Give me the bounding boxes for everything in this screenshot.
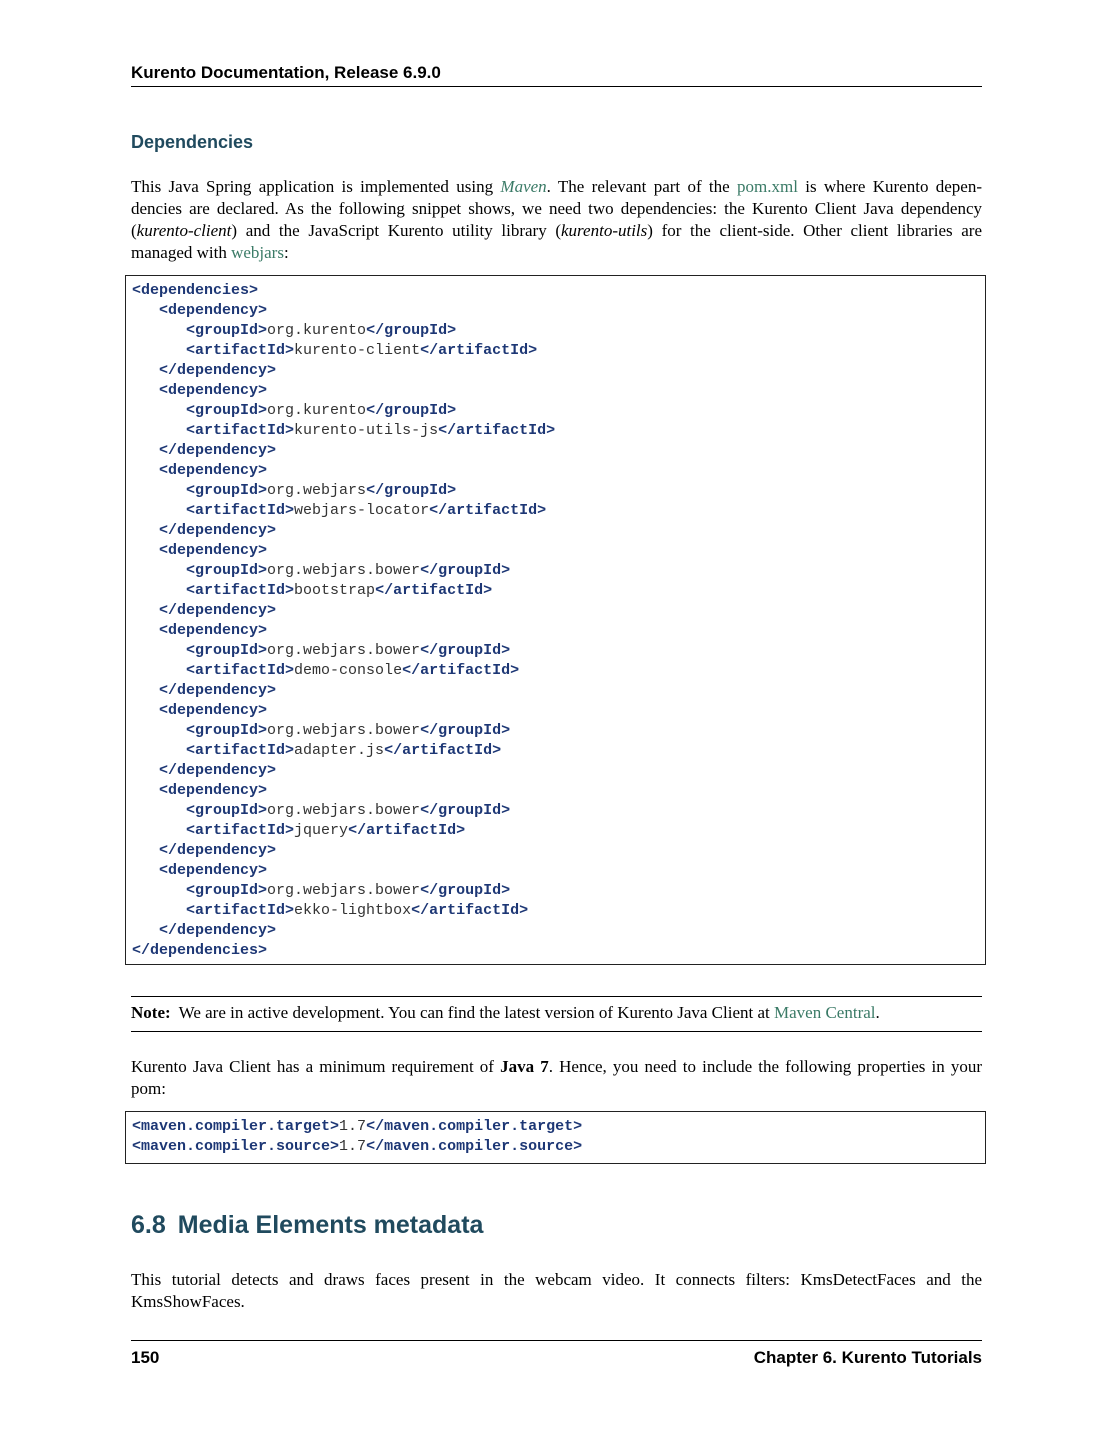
code-open-tag: <dependency> [159,302,268,319]
code-value: org.webjars.bower [267,802,421,819]
chapter-label: Chapter 6. Kurento Tutorials [753,1348,982,1367]
code-value: org.webjars.bower [267,882,421,899]
code-value: webjars-locator [294,502,430,519]
code-line [132,801,985,821]
code-indent [132,762,159,779]
code-value: org.webjars [267,482,367,499]
code-indent [132,402,186,419]
code-open-tag: </dependency> [159,842,277,859]
section-title [131,1208,483,1242]
code-open-tag: <groupId> [186,322,268,339]
code-indent [132,422,186,439]
code-indent [132,662,186,679]
code-open-tag: <groupId> [186,722,268,739]
intro-text-1: This Java Spring application is implemented using [131,177,501,196]
code-line [132,921,985,941]
code-indent [132,442,159,459]
code-line [132,481,985,501]
code-open-tag: <artifactId> [186,742,295,759]
code-indent [132,802,186,819]
intro-text-3: is where Kurento depen- dencies are declared. As the following snippet shows, we need two dependencies: the Kurento Client Java dependency ( [131,177,983,240]
code-value: 1.7 [339,1138,367,1155]
code-open-tag: <artifactId> [186,822,295,839]
code-line [132,781,985,801]
code-value: kurento-utils-js [294,422,439,439]
java-requirement-paragraph [131,1056,982,1100]
code-line [132,381,985,401]
code-open-tag: <dependency> [159,462,268,479]
code-line [132,341,985,361]
code-line [132,901,985,921]
code-open-tag: <artifactId> [186,582,295,599]
code-line [132,821,985,841]
code-indent [132,382,159,399]
code-line [132,761,985,781]
code-indent [132,742,186,759]
code-line [132,681,985,701]
code-indent [132,862,159,879]
code-value: 1.7 [339,1118,367,1135]
code-value: demo-console [294,662,403,679]
code-close-tag: </artifactId> [429,502,547,519]
code-open-tag: </dependencies> [132,942,268,959]
code-value: org.kurento [267,402,367,419]
code-line [132,421,985,441]
code-close-tag: </artifactId> [411,902,529,919]
code-line [132,1117,985,1137]
code-indent [132,562,186,579]
kurento-client-term: kurento-client [136,221,232,240]
code-open-tag: <artifactId> [186,422,295,439]
code-line [132,861,985,881]
code-indent [132,522,159,539]
code-value: org.kurento [267,322,367,339]
code-open-tag: <artifactId> [186,662,295,679]
code-indent [132,782,159,799]
code-line [132,741,985,761]
note-end: . [875,1003,880,1022]
code-indent [132,642,186,659]
header-title: Kurento Documentation, Release 6.9.0 [131,63,441,82]
code-open-tag: <dependency> [159,782,268,799]
intro-text-2: . The relevant part of the [546,177,738,196]
code-line [132,501,985,521]
code-open-tag: <groupId> [186,562,268,579]
code-indent [132,722,186,739]
note-text: We are in active development. You can find the latest version of Kurento Java Client at [178,1003,775,1022]
page-number: 150 [131,1348,160,1367]
code-close-tag: </groupId> [420,882,511,899]
code-line [132,1137,985,1157]
code-close-tag: </groupId> [366,322,457,339]
code-open-tag: <dependency> [159,622,268,639]
code-open-tag: <artifactId> [186,902,295,919]
kurento-utils-term: kurento-utils [561,221,648,240]
code-indent [132,902,186,919]
code-indent [132,482,186,499]
code-open-tag: <maven.compiler.target> [132,1118,340,1135]
code-open-tag: <groupId> [186,882,268,899]
code-close-tag: </groupId> [366,402,457,419]
code-close-tag: </artifactId> [384,742,502,759]
code-close-tag: </artifactId> [438,422,556,439]
code-indent [132,882,186,899]
code-line [132,321,985,341]
code-value: ekko-lightbox [294,902,412,919]
section-number: 6.8 [131,1211,166,1239]
code-line [132,441,985,461]
note-label: Note: [131,1003,171,1022]
code-close-tag: </artifactId> [348,822,466,839]
code-open-tag: <dependencies> [132,282,259,299]
code-line [132,461,985,481]
code-indent [132,682,159,699]
code-line [132,641,985,661]
code-open-tag: <dependency> [159,702,268,719]
code-open-tag: <artifactId> [186,342,295,359]
code-value: bootstrap [294,582,376,599]
code-close-tag: </maven.compiler.source> [366,1138,583,1155]
code-indent [132,822,186,839]
intro-text-5: ) for the client-side. Other client libraries are managed with [131,221,982,262]
code-close-tag: </artifactId> [420,342,538,359]
code-line [132,541,985,561]
code-value: kurento-client [294,342,421,359]
code-close-tag: </groupId> [366,482,457,499]
section-title-text: Media Elements metadata [177,1211,484,1239]
code-line [132,941,985,961]
code-open-tag: <dependency> [159,862,268,879]
code-open-tag: </dependency> [159,922,277,939]
code-line [132,521,985,541]
code-open-tag: <groupId> [186,402,268,419]
code-close-tag: </groupId> [420,562,511,579]
code-open-tag: <dependency> [159,542,268,559]
code-line [132,701,985,721]
code-line [132,621,985,641]
maven-central-link[interactable]: Maven Central [774,1003,876,1022]
intro-text-4: ) and the JavaScript Kurento utility library ( [231,221,562,240]
code-indent [132,542,159,559]
code-open-tag: </dependency> [159,762,277,779]
code-indent [132,602,159,619]
code-open-tag: <groupId> [186,802,268,819]
running-header [131,62,982,87]
code-line [132,561,985,581]
code-open-tag: </dependency> [159,682,277,699]
code-line [132,661,985,681]
code-indent [132,362,159,379]
code-close-tag: </artifactId> [402,662,520,679]
webjars-link[interactable]: webjars [231,243,284,262]
document-page [131,0,982,1440]
java-req-text-2: . Hence, you need to include the following properties in your pom: [131,1057,983,1098]
code-value: adapter.js [294,742,385,759]
code-line [132,401,985,421]
code-indent [132,322,186,339]
code-indent [132,922,159,939]
pom-xml-link[interactable]: pom.xml [737,177,798,196]
code-indent [132,622,159,639]
code-indent [132,302,159,319]
code-close-tag: </groupId> [420,722,511,739]
code-open-tag: </dependency> [159,362,277,379]
code-open-tag: </dependency> [159,522,277,539]
maven-link[interactable]: Maven [500,177,547,196]
code-open-tag: <groupId> [186,642,268,659]
code-open-tag: <dependency> [159,382,268,399]
code-line [132,361,985,381]
code-line [132,281,985,301]
running-footer [131,1340,982,1371]
code-open-tag: <artifactId> [186,502,295,519]
code-indent [132,342,186,359]
java-req-text-1: Kurento Java Client has a minimum requirement of [131,1057,501,1076]
code-value: org.webjars.bower [267,722,421,739]
code-line [132,841,985,861]
code-close-tag: </artifactId> [375,582,493,599]
code-line [132,581,985,601]
section-body-paragraph: This tutorial detects and draws faces present in the webcam video. It connects filters: KmsDetectFaces and the KmsShowFaces. [131,1270,982,1311]
code-open-tag: </dependency> [159,442,277,459]
note-admonition [131,996,982,1032]
code-open-tag: </dependency> [159,602,277,619]
code-line [132,601,985,621]
dependencies-intro-paragraph [131,176,982,264]
dependencies-code-block [125,275,986,965]
code-open-tag: <groupId> [186,482,268,499]
code-indent [132,842,159,859]
java-version: Java 7 [500,1057,549,1076]
code-indent [132,582,186,599]
intro-text-6: : [283,243,289,262]
code-line [132,881,985,901]
code-line [132,721,985,741]
code-close-tag: </groupId> [420,802,511,819]
code-close-tag: </maven.compiler.target> [366,1118,583,1135]
code-open-tag: <maven.compiler.source> [132,1138,340,1155]
code-indent [132,502,186,519]
dependencies-heading: Dependencies [131,132,254,152]
code-line [132,301,985,321]
code-indent [132,702,159,719]
code-close-tag: </groupId> [420,642,511,659]
code-indent [132,462,159,479]
code-value: jquery [294,822,349,839]
compiler-properties-code-block [125,1111,986,1164]
code-value: org.webjars.bower [267,562,421,579]
code-value: org.webjars.bower [267,642,421,659]
